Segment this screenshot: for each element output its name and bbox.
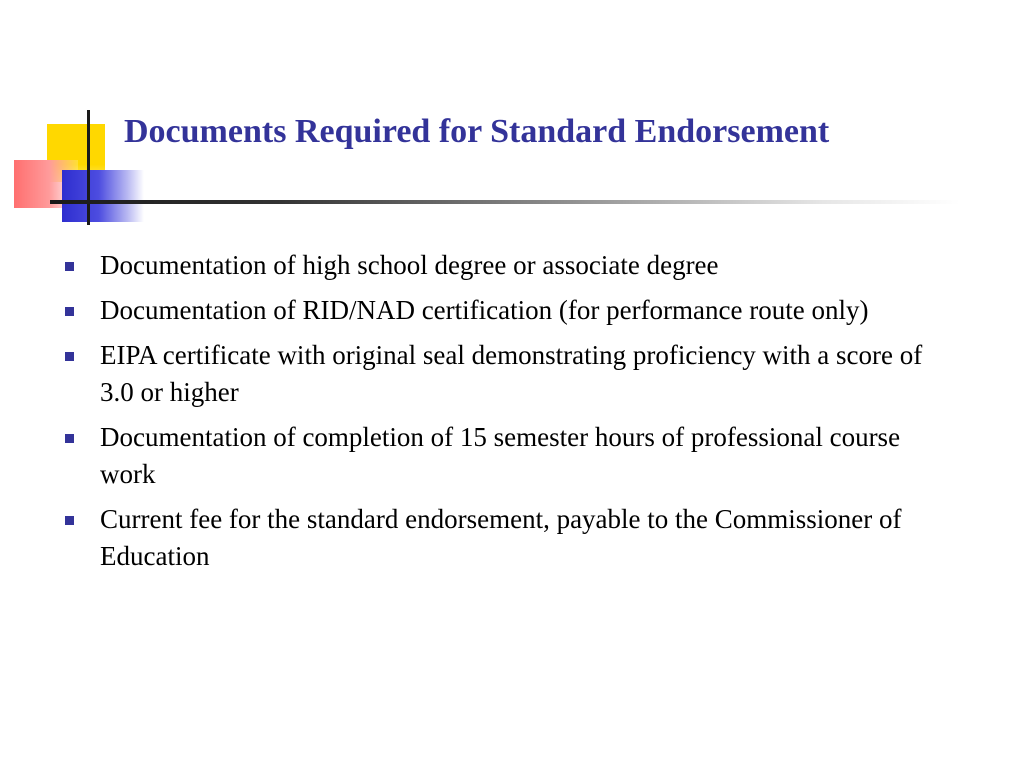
- blue-block-decoration: [62, 170, 144, 222]
- bullet-text: EIPA certificate with original seal demonstrating proficiency with a score of 3.0 or higher: [100, 340, 923, 407]
- bullet-text: Documentation of completion of 15 semester hours of professional course work: [100, 422, 901, 489]
- bullet-text: Documentation of high school degree or associate degree: [100, 250, 719, 280]
- slide-title: Documents Required for Standard Endorsement: [124, 113, 830, 150]
- vertical-rule-decoration: [87, 110, 90, 225]
- square-bullet-icon: [65, 352, 74, 361]
- square-bullet-icon: [65, 262, 74, 271]
- square-bullet-icon: [65, 307, 74, 316]
- bullet-item-semester-hours: [62, 419, 942, 493]
- bullet-item-high-school: [62, 247, 942, 284]
- bullet-text: Documentation of RID/NAD certification (for performance route only): [100, 295, 869, 325]
- square-bullet-icon: [65, 434, 74, 443]
- title-underline-rule: [50, 200, 960, 204]
- square-bullet-icon: [65, 516, 74, 525]
- bullet-text: Current fee for the standard endorsement, payable to the Commissioner of Education: [100, 504, 902, 571]
- bullet-item-eipa: [62, 337, 942, 411]
- bullet-item-rid-nad: [62, 292, 942, 329]
- bullet-list: [62, 247, 942, 583]
- bullet-item-fee: [62, 501, 942, 575]
